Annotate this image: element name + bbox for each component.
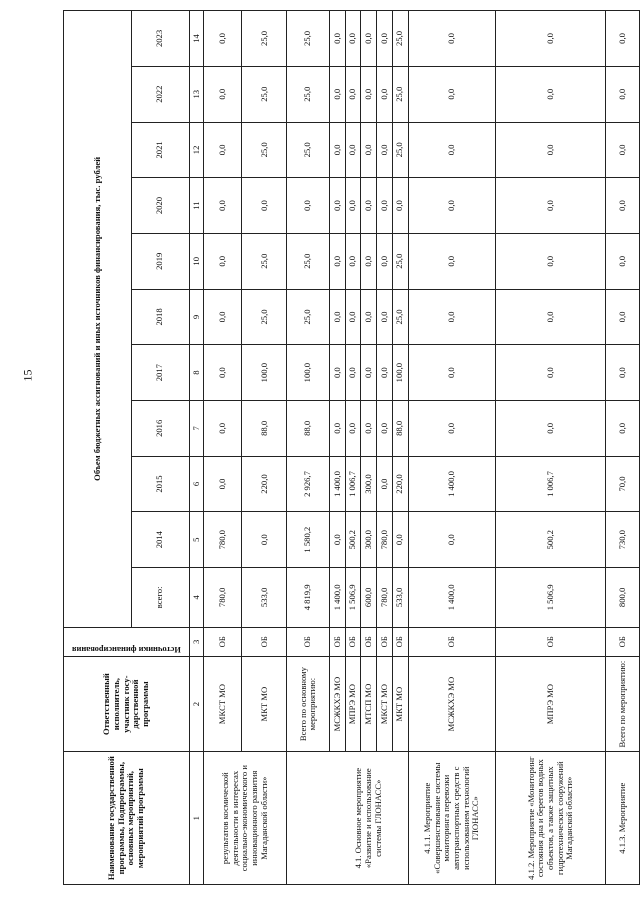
cell-value: 25,0 [392,11,408,67]
header-year: 2023 [131,11,189,67]
cell-value: 0,0 [204,289,242,345]
cell-value: 100,0 [392,345,408,401]
cell-value: 0,0 [496,66,606,122]
cell-value: 730,0 [606,512,640,568]
cell-value: 25,0 [287,11,330,67]
cell-value: 300,0 [361,456,377,512]
cell-value: 600,0 [361,568,377,628]
header-year: 2018 [131,289,189,345]
cell-value: 0,0 [204,345,242,401]
column-number: 8 [189,345,204,401]
cell-value: 0,0 [377,233,393,289]
cell-value: 220,0 [392,456,408,512]
cell-value: 533,0 [392,568,408,628]
cell-value: 0,0 [408,233,496,289]
cell-value: 0,0 [361,233,377,289]
cell-value: 1 400,0 [329,568,345,628]
page-number: 15 [20,369,35,382]
header-year: 2020 [131,178,189,234]
cell-value: 780,0 [377,512,393,568]
cell-value: 0,0 [606,178,640,234]
cell-value: 88,0 [287,400,330,456]
cell-value: 0,0 [496,289,606,345]
column-number: 2 [189,656,204,751]
cell-value: 780,0 [204,568,242,628]
cell-value: 220,0 [242,456,287,512]
table-row [496,11,606,885]
header-year: 2022 [131,66,189,122]
cell-value: 0,0 [329,512,345,568]
header-responsible: Ответственный исполнитель, участник госу- дарственной программы [64,656,190,751]
cell-value: 0,0 [345,233,361,289]
cell-value: 0,0 [204,11,242,67]
cell-value: 25,0 [392,122,408,178]
table-row [287,11,330,885]
cell-value: 25,0 [242,289,287,345]
cell-value: 0,0 [377,456,393,512]
cell-value: 300,0 [361,512,377,568]
cell-value: 1 006,7 [345,456,361,512]
cell-value: 0,0 [606,400,640,456]
column-number: 6 [189,456,204,512]
budget-table [63,10,640,885]
cell-value: 88,0 [392,400,408,456]
cell-value: 0,0 [408,122,496,178]
cell-value: 25,0 [242,11,287,67]
cell-value: 88,0 [242,400,287,456]
header-total: всего: [131,568,189,628]
cell-value: 25,0 [287,122,330,178]
cell-value: 0,0 [329,66,345,122]
cell-value: 0,0 [345,289,361,345]
row-responsible: МКСТ МО [377,656,393,751]
cell-value: 0,0 [361,66,377,122]
cell-value: 0,0 [242,512,287,568]
row-responsible: МКТ МО [392,656,408,751]
cell-value: 0,0 [408,66,496,122]
cell-value: 100,0 [242,345,287,401]
table-row [204,11,242,885]
column-number: 3 [189,627,204,656]
cell-value: 0,0 [606,289,640,345]
row-source: ОБ [361,627,377,656]
cell-value: 0,0 [408,178,496,234]
cell-value: 0,0 [408,512,496,568]
cell-value: 500,2 [345,512,361,568]
column-number: 13 [189,66,204,122]
cell-value: 25,0 [392,289,408,345]
cell-value: 2 926,7 [287,456,330,512]
row-responsible: МКСТ МО [204,656,242,751]
cell-value: 0,0 [377,66,393,122]
row-responsible: МКТ МО [242,656,287,751]
cell-value: 0,0 [329,289,345,345]
cell-value: 25,0 [287,66,330,122]
cell-value: 800,0 [606,568,640,628]
header-name: Наименование государственной программы, Подпрограммы, основных мероприятий, мероприятий программы [64,752,190,885]
cell-value: 0,0 [204,233,242,289]
cell-value: 0,0 [361,289,377,345]
row-responsible: МПРЭ МО [496,656,606,751]
cell-value: 0,0 [204,122,242,178]
cell-value: 0,0 [361,122,377,178]
cell-value: 780,0 [377,568,393,628]
header-year: 2017 [131,345,189,401]
cell-value: 0,0 [496,11,606,67]
column-number: 11 [189,178,204,234]
header-year: 2016 [131,400,189,456]
cell-value: 500,2 [496,512,606,568]
cell-value: 0,0 [392,512,408,568]
cell-value: 0,0 [345,400,361,456]
header-source: Источники финансирования [64,627,190,656]
cell-value: 0,0 [329,400,345,456]
cell-value: 0,0 [361,11,377,67]
cell-value: 25,0 [392,233,408,289]
column-number-row [189,11,204,885]
table-row [408,11,496,885]
budget-table-sheet [63,10,640,885]
row-source: ОБ [606,627,640,656]
cell-value: 25,0 [287,289,330,345]
row-source: ОБ [329,627,345,656]
cell-value: 0,0 [345,11,361,67]
row-responsible: МТСП МО [361,656,377,751]
cell-value: 0,0 [242,178,287,234]
cell-value: 1 400,0 [408,456,496,512]
cell-value: 0,0 [377,400,393,456]
row-source: ОБ [408,627,496,656]
cell-value: 0,0 [408,400,496,456]
cell-value: 0,0 [345,122,361,178]
cell-value: 0,0 [345,66,361,122]
column-number: 1 [189,752,204,885]
cell-value: 25,0 [242,66,287,122]
row-responsible: Всего по основному мероприятию: [287,656,330,751]
cell-value: 0,0 [496,178,606,234]
cell-value: 25,0 [392,66,408,122]
cell-value: 0,0 [329,345,345,401]
header-year: 2014 [131,512,189,568]
row-responsible: МПРЭ МО [345,656,361,751]
cell-value: 0,0 [377,122,393,178]
cell-value: 1 506,9 [496,568,606,628]
cell-value: 0,0 [408,345,496,401]
header-year: 2019 [131,233,189,289]
column-number: 7 [189,400,204,456]
cell-value: 1 400,0 [329,456,345,512]
column-number: 4 [189,568,204,628]
cell-value: 533,0 [242,568,287,628]
cell-value: 0,0 [377,11,393,67]
row-name: 4.1. Основное мероприятие «Развитие и использование системы ГЛОНАСС» [329,752,408,885]
cell-value: 0,0 [606,11,640,67]
header-volume: Объем бюджетных ассигнований и иных источников финансирования, тыс. рублей [64,11,132,628]
cell-value: 70,0 [606,456,640,512]
cell-value: 0,0 [204,178,242,234]
cell-value: 0,0 [392,178,408,234]
cell-value: 25,0 [242,233,287,289]
cell-value: 0,0 [377,345,393,401]
cell-value: 4 819,9 [287,568,330,628]
cell-value: 25,0 [287,233,330,289]
cell-value: 0,0 [329,178,345,234]
cell-value: 1 506,9 [345,568,361,628]
cell-value: 1 580,2 [287,512,330,568]
cell-value: 0,0 [408,11,496,67]
column-number: 9 [189,289,204,345]
row-source: ОБ [392,627,408,656]
header-year: 2021 [131,122,189,178]
header-year: 2015 [131,456,189,512]
row-responsible: МСЖКХЭ МО [408,656,496,751]
cell-value: 0,0 [377,289,393,345]
cell-value: 0,0 [361,178,377,234]
row-name: 4.1.1. Мероприятие «Совершенствование системы мониторинга перевозки автотранспортных средств с использованием технологий ГЛОНАСС» [408,752,496,885]
cell-value: 0,0 [606,233,640,289]
cell-value: 0,0 [361,400,377,456]
row-name-empty [287,752,330,885]
table-row [329,11,345,885]
cell-value: 0,0 [329,233,345,289]
row-source: ОБ [377,627,393,656]
row-name: результатов космической деятельности в интересах социально-экономического и инновационного развития Магаданской области» [204,752,287,885]
row-source: ОБ [345,627,361,656]
row-responsible: Всего по мероприятию: [606,656,640,751]
cell-value: 0,0 [496,400,606,456]
row-source: ОБ [204,627,242,656]
cell-value: 0,0 [606,122,640,178]
cell-value: 1 006,7 [496,456,606,512]
row-source: ОБ [496,627,606,656]
column-number: 5 [189,512,204,568]
row-source: ОБ [287,627,330,656]
cell-value: 0,0 [408,289,496,345]
column-number: 14 [189,11,204,67]
cell-value: 0,0 [606,345,640,401]
cell-value: 0,0 [204,66,242,122]
row-name: 4.1.2. Мероприятие «Мониторинг состояния дна и берегов водных объектов, а также защитных гидротехнических сооружений Магаданской области» [496,752,606,885]
cell-value: 780,0 [204,512,242,568]
cell-value: 0,0 [496,122,606,178]
table-row [606,11,640,885]
cell-value: 0,0 [329,122,345,178]
row-name: 4.1.3. Мероприятие [606,752,640,885]
row-responsible: МСЖКХЭ МО [329,656,345,751]
cell-value: 0,0 [606,66,640,122]
cell-value: 0,0 [377,178,393,234]
cell-value: 1 400,0 [408,568,496,628]
cell-value: 0,0 [287,178,330,234]
cell-value: 0,0 [496,345,606,401]
cell-value: 0,0 [361,345,377,401]
column-number: 10 [189,233,204,289]
cell-value: 100,0 [287,345,330,401]
column-number: 12 [189,122,204,178]
cell-value: 25,0 [242,122,287,178]
cell-value: 0,0 [329,11,345,67]
row-source: ОБ [242,627,287,656]
cell-value: 0,0 [345,178,361,234]
cell-value: 0,0 [204,456,242,512]
cell-value: 0,0 [345,345,361,401]
cell-value: 0,0 [204,400,242,456]
cell-value: 0,0 [496,233,606,289]
